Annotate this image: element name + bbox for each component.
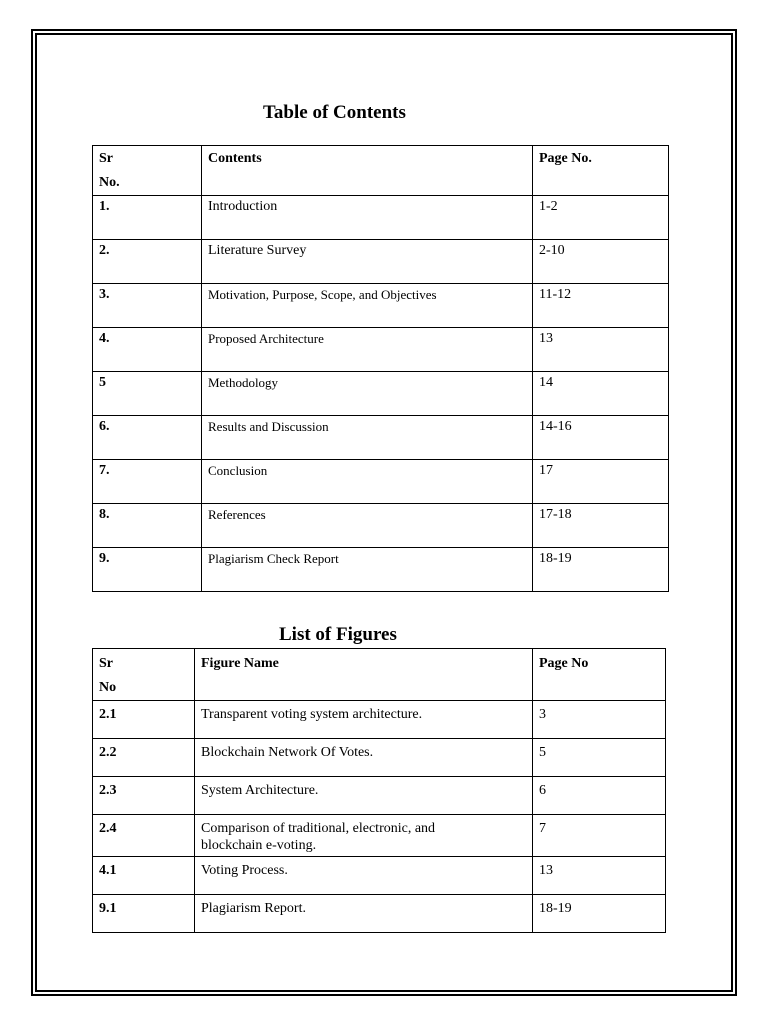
lof-header-sr: Sr No <box>93 649 195 701</box>
toc-contents: Methodology <box>202 372 533 416</box>
toc-sr: 2. <box>93 240 202 284</box>
lof-page: 7 <box>533 815 666 857</box>
table-row <box>93 701 666 739</box>
table-row <box>93 460 669 504</box>
toc-page: 13 <box>533 328 669 372</box>
table-row <box>93 328 669 372</box>
toc-sr: 7. <box>93 460 202 504</box>
toc-sr: 9. <box>93 548 202 592</box>
toc-header-page: Page No. <box>533 146 669 196</box>
table-row <box>93 857 666 895</box>
lof-sr: 2.1 <box>93 701 195 739</box>
toc-page: 18-19 <box>533 548 669 592</box>
toc-sr: 6. <box>93 416 202 460</box>
lof-name: System Architecture. <box>195 777 533 815</box>
lof-sr: 4.1 <box>93 857 195 895</box>
toc-title: Table of Contents <box>263 102 406 123</box>
lof-title: List of Figures <box>279 624 397 645</box>
toc-sr: 5 <box>93 372 202 416</box>
lof-header-page: Page No <box>533 649 666 701</box>
list-of-figures <box>92 648 666 933</box>
table-of-contents <box>92 145 669 592</box>
lof-header-row <box>93 649 666 701</box>
toc-contents: Conclusion <box>202 460 533 504</box>
lof-page: 13 <box>533 857 666 895</box>
toc-page: 11-12 <box>533 284 669 328</box>
toc-sr: 4. <box>93 328 202 372</box>
lof-name: Plagiarism Report. <box>195 895 533 933</box>
table-row <box>93 815 666 857</box>
toc-contents: Motivation, Purpose, Scope, and Objectives <box>202 284 533 328</box>
lof-name: Transparent voting system architecture. <box>195 701 533 739</box>
table-row <box>93 739 666 777</box>
table-row <box>93 548 669 592</box>
toc-page: 17-18 <box>533 504 669 548</box>
lof-sr: 2.2 <box>93 739 195 777</box>
table-row <box>93 372 669 416</box>
table-row <box>93 777 666 815</box>
table-row <box>93 240 669 284</box>
toc-contents: References <box>202 504 533 548</box>
toc-header-sr: Sr No. <box>93 146 202 196</box>
lof-header-name: Figure Name <box>195 649 533 701</box>
toc-contents: Introduction <box>202 196 533 240</box>
toc-page: 2-10 <box>533 240 669 284</box>
toc-sr: 3. <box>93 284 202 328</box>
table-row <box>93 196 669 240</box>
toc-sr: 8. <box>93 504 202 548</box>
toc-contents: Results and Discussion <box>202 416 533 460</box>
lof-name: Comparison of traditional, electronic, and blockchain e-voting. <box>195 815 533 857</box>
table-row <box>93 504 669 548</box>
toc-sr: 1. <box>93 196 202 240</box>
table-row <box>93 416 669 460</box>
lof-page: 6 <box>533 777 666 815</box>
lof-name: Blockchain Network Of Votes. <box>195 739 533 777</box>
toc-page: 17 <box>533 460 669 504</box>
toc-page: 14 <box>533 372 669 416</box>
lof-page: 3 <box>533 701 666 739</box>
lof-page: 5 <box>533 739 666 777</box>
lof-sr: 2.4 <box>93 815 195 857</box>
toc-page: 14-16 <box>533 416 669 460</box>
lof-sr: 9.1 <box>93 895 195 933</box>
toc-header-row <box>93 146 669 196</box>
lof-sr: 2.3 <box>93 777 195 815</box>
toc-contents: Plagiarism Check Report <box>202 548 533 592</box>
lof-name: Voting Process. <box>195 857 533 895</box>
lof-page: 18-19 <box>533 895 666 933</box>
toc-contents: Proposed Architecture <box>202 328 533 372</box>
table-row <box>93 895 666 933</box>
toc-page: 1-2 <box>533 196 669 240</box>
toc-header-contents: Contents <box>202 146 533 196</box>
toc-contents: Literature Survey <box>202 240 533 284</box>
table-row <box>93 284 669 328</box>
